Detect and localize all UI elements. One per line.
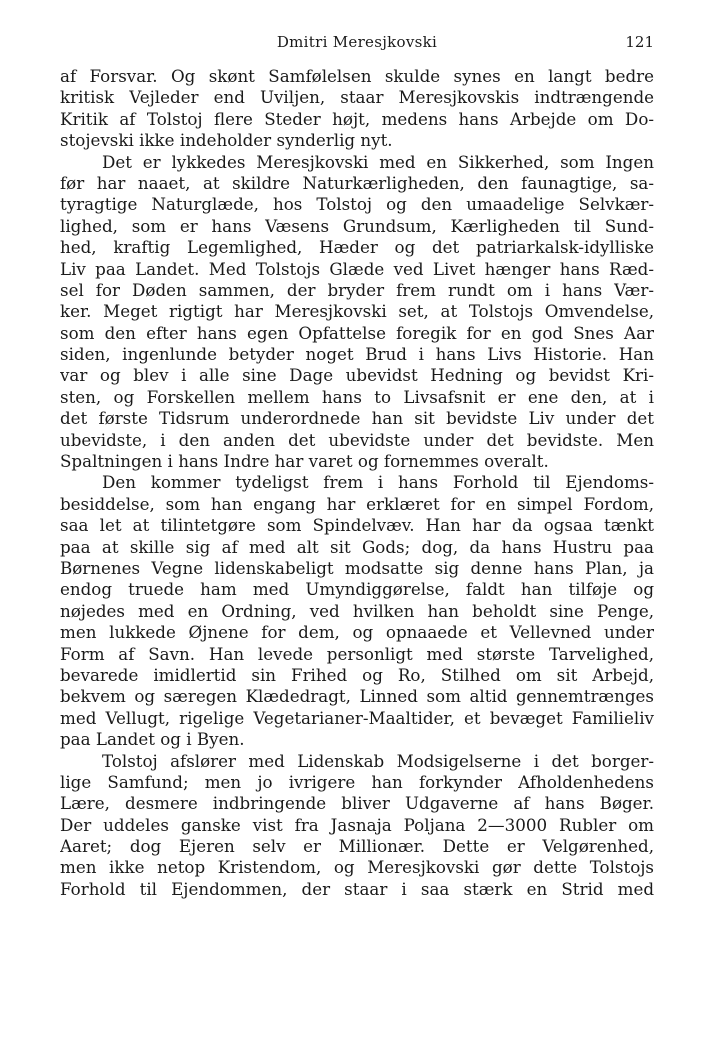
- text-line: men ikke netop Kristendom, og Meresjkovski gør dette Tolstojs: [60, 857, 654, 878]
- text-line: paa Landet og i Byen.: [60, 729, 245, 750]
- text-line: sten, og Forskellen mellem hans to Livsafsnit er ene den, at i: [60, 386, 654, 407]
- text-line: af Forsvar. Og skønt Samfølelsen skulde synes en langt bedre: [60, 66, 654, 86]
- text-line: Aaret; dog Ejeren selv er Millionær. Dette er Velgørenhed,: [60, 836, 654, 857]
- text-line: lighed, som er hans Væsens Grundsum, Kærligheden til Sund-: [60, 215, 654, 236]
- text-line: nøjedes med en Ordning, ved hvilken han beholdt sine Penge,: [60, 600, 654, 621]
- running-title: Dmitri Meresjkovski: [276, 33, 438, 51]
- running-head: [60, 33, 654, 55]
- text-line: tyragtige Naturglæde, hos Tolstoj og den umaadelige Selvkær-: [60, 194, 654, 215]
- text-line: før har naaet, at skildre Naturkærligheden, den faunagtige, sa-: [60, 172, 654, 193]
- text-line: som den efter hans egen Opfattelse foregik for en god Snes Aar: [60, 322, 654, 343]
- text-line: endog truede ham med Umyndiggørelse, faldt han tilføje og: [60, 579, 654, 600]
- text-line: Den kommer tydeligst frem i hans Forhold til Ejendoms-: [102, 472, 654, 493]
- text-line: ubevidste, i den anden det ubevidste under det bevidste. Men: [60, 429, 654, 450]
- text-line: Kritik af Tolstoj flere Steder højt, medens hans Arbejde om Do-: [60, 108, 654, 129]
- text-line: lige Samfund; men jo ivrigere han forkynder Afholdenhedens: [60, 771, 654, 792]
- text-line: Lære, desmere indbringende bliver Udgaverne af hans Bøger.: [60, 793, 654, 814]
- text-line: var og blev i alle sine Dage ubevidst Hedning og bevidst Kri-: [60, 365, 654, 386]
- text-line: Der uddeles ganske vist fra Jasnaja Poljana 2—3000 Rubler om: [60, 814, 654, 835]
- text-line: men lukkede Øjnene for dem, og opnaaede et Vellevned under: [60, 622, 654, 643]
- text-line: Form af Savn. Han levede personligt med største Tarvelighed,: [60, 643, 654, 664]
- text-line: hed, kraftig Legemlighed, Hæder og det patriarkalsk-idylliske: [60, 237, 654, 258]
- text-line: siden, ingenlunde betyder noget Brud i hans Livs Historie. Han: [60, 344, 654, 365]
- text-line: Tolstoj afslører med Lidenskab Modsigelserne i det borger-: [102, 750, 654, 771]
- text-line: Forhold til Ejendommen, der staar i saa stærk en Strid med: [60, 878, 654, 899]
- text-line: sel for Døden sammen, der bryder frem rundt om i hans Vær-: [60, 279, 654, 300]
- text-line: Spaltningen i hans Indre har varet og fornemmes overalt.: [60, 451, 549, 472]
- page-number: 121: [625, 33, 654, 51]
- text-line: Det er lykkedes Meresjkovski med en Sikkerhed, som Ingen: [102, 151, 654, 172]
- text-line: paa at skille sig af med alt sit Gods; dog, da hans Hustru paa: [60, 536, 654, 557]
- text-line: saa let at tilintetgøre som Spindelvæv. Han har da ogsaa tænkt: [60, 515, 654, 536]
- text-line: stojevski ikke indeholder synderlig nyt.: [60, 130, 393, 151]
- text-line: bekvem og særegen Klædedragt, Linned som altid gennemtrænges: [60, 686, 654, 707]
- text-line: besiddelse, som han engang har erklæret for en simpel Fordom,: [60, 493, 654, 514]
- text-line: Liv paa Landet. Med Tolstojs Glæde ved Livet hænger hans Ræd-: [60, 258, 654, 279]
- text-line: det første Tidsrum underordnede han sit bevidste Liv under det: [60, 408, 654, 429]
- body-text: [60, 66, 654, 900]
- text-line: kritisk Vejleder end Uviljen, staar Meresjkovskis indtrængende: [60, 87, 654, 108]
- text-line: Børnenes Vegne lidenskabeligt modsatte sig denne hans Plan, ja: [60, 557, 654, 578]
- text-line: med Vellugt, rigelige Vegetarianer-Maaltider, et bevæget Familieliv: [60, 707, 654, 728]
- text-line: bevarede imidlertid sin Frihed og Ro, Stilhed om sit Arbejd,: [60, 664, 654, 685]
- text-line: ker. Meget rigtigt har Meresjkovski set, at Tolstojs Omvendelse,: [60, 301, 654, 322]
